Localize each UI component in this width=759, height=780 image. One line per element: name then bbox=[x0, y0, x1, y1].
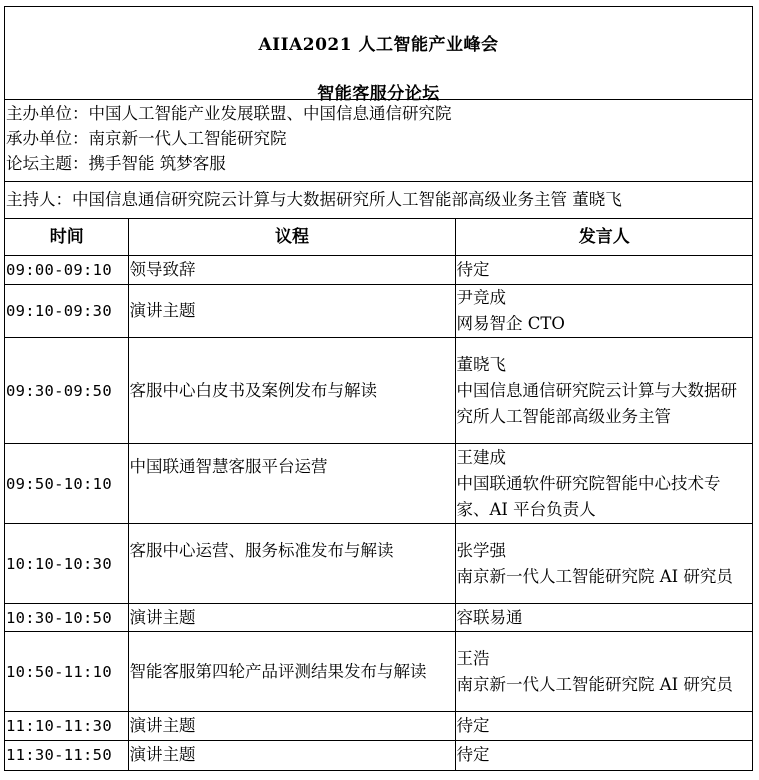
agenda-cell: 演讲主题 bbox=[128, 285, 455, 338]
header-time: 时间 bbox=[5, 219, 128, 256]
time-cell: 09:00-09:10 bbox=[5, 256, 128, 285]
title-block bbox=[5, 7, 752, 104]
agenda-cell: 演讲主题 bbox=[128, 741, 455, 770]
speaker-cell bbox=[455, 338, 752, 444]
speaker-title: 中国信息通信研究院云计算与大数据研究所人工智能部高级业务主管 bbox=[456, 380, 737, 426]
agenda-cell: 中国联通智慧客服平台运营 bbox=[128, 444, 455, 524]
table-row bbox=[5, 444, 752, 524]
host-line: 主持人：中国信息通信研究院云计算与大数据研究所人工智能部高级业务主管 董晓飞 bbox=[5, 182, 752, 219]
table-row bbox=[5, 285, 752, 338]
speaker-title: 网易智企 CTO bbox=[456, 314, 565, 333]
organizer-line: 主办单位：中国人工智能产业发展联盟、中国信息通信研究院 bbox=[6, 104, 452, 123]
time-cell: 11:30-11:50 bbox=[5, 741, 128, 770]
speaker-cell bbox=[455, 285, 752, 338]
time-cell: 10:30-10:50 bbox=[5, 604, 128, 632]
table-row bbox=[5, 632, 752, 712]
agenda-cell: 演讲主题 bbox=[128, 712, 455, 741]
agenda-table bbox=[5, 219, 752, 770]
agenda-cell: 演讲主题 bbox=[128, 604, 455, 632]
speaker-name: 容联易通 bbox=[456, 607, 523, 627]
time-cell: 11:10-11:30 bbox=[5, 712, 128, 741]
speaker-cell bbox=[455, 256, 752, 285]
table-row bbox=[5, 338, 752, 444]
speaker-name: 待定 bbox=[456, 716, 490, 735]
time-cell: 10:50-11:10 bbox=[5, 632, 128, 712]
speaker-name: 董晓飞 bbox=[456, 354, 506, 374]
table-row bbox=[5, 604, 752, 632]
agenda-cell: 客服中心运营、服务标准发布与解读 bbox=[128, 524, 455, 604]
time-cell: 09:30-09:50 bbox=[5, 338, 128, 444]
speaker-cell bbox=[455, 524, 752, 604]
speaker-name: 王浩 bbox=[456, 648, 490, 668]
speaker-name: 王建成 bbox=[456, 447, 506, 467]
speaker-cell bbox=[455, 741, 752, 770]
table-row bbox=[5, 712, 752, 741]
speaker-cell bbox=[455, 604, 752, 632]
time-cell: 09:10-09:30 bbox=[5, 285, 128, 338]
speaker-cell bbox=[455, 632, 752, 712]
speaker-name: 尹竞成 bbox=[456, 288, 506, 307]
summit-title: AIIA2021 人工智能产业峰会 bbox=[258, 35, 499, 55]
time-cell: 09:50-10:10 bbox=[5, 444, 128, 524]
agenda-document bbox=[4, 6, 753, 771]
speaker-name: 待定 bbox=[456, 745, 490, 765]
header-speaker: 发言人 bbox=[455, 219, 752, 256]
table-row bbox=[5, 741, 752, 770]
forum-title: 智能客服分论坛 bbox=[317, 84, 440, 104]
agenda-cell: 智能客服第四轮产品评测结果发布与解读 bbox=[128, 632, 455, 712]
speaker-cell bbox=[455, 712, 752, 741]
table-row bbox=[5, 256, 752, 285]
theme-line: 论坛主题：携手智能 筑梦客服 bbox=[6, 154, 226, 173]
table-row bbox=[5, 524, 752, 604]
speaker-name: 待定 bbox=[456, 260, 490, 279]
speaker-name: 张学强 bbox=[456, 540, 506, 560]
agenda-cell: 领导致辞 bbox=[128, 256, 455, 285]
time-cell: 10:10-10:30 bbox=[5, 524, 128, 604]
speaker-title: 南京新一代人工智能研究院 AI 研究员 bbox=[456, 566, 733, 586]
info-block bbox=[5, 100, 752, 182]
speaker-title: 南京新一代人工智能研究院 AI 研究员 bbox=[456, 674, 733, 694]
speaker-cell bbox=[455, 444, 752, 524]
table-header-row bbox=[5, 219, 752, 256]
speaker-title: 中国联通软件研究院智能中心技术专家、AI 平台负责人 bbox=[456, 473, 721, 519]
co-organizer-line: 承办单位：南京新一代人工智能研究院 bbox=[6, 129, 287, 148]
header-agenda: 议程 bbox=[128, 219, 455, 256]
agenda-cell: 客服中心白皮书及案例发布与解读 bbox=[128, 338, 455, 444]
